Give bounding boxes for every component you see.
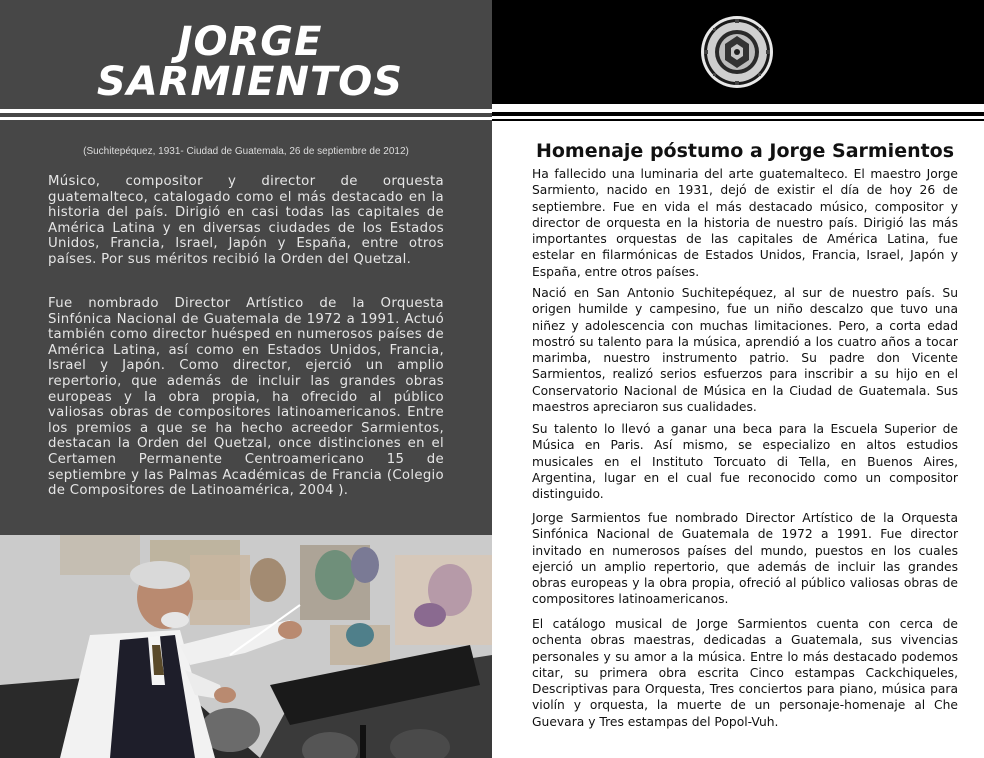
- tribute-paragraph-4: Jorge Sarmientos fue nombrado Director Artístico de la Orquesta Sinfónica Nacional de Guatemala de 1972 a 1991. Fue director invitado en numerosos países del mundo, puestos en los cuales ejerció un amplio repertorio, que además de incluir las grandes obras europeas y la obra propia, ofreció al público valiosas obras de compositores latinoamericanos.: [532, 511, 958, 607]
- title-divider-bottom: [0, 117, 492, 120]
- university-seal-icon: [699, 14, 775, 90]
- birth-death-subtitle: (Suchitepéquez, 1931- Ciudad de Guatemala, 26 de septiembre de 2012): [83, 146, 409, 157]
- page-title: [0, 19, 492, 105]
- tribute-paragraph-1: Ha fallecido una luminaria del arte guatemalteco. El maestro Jorge Sarmiento, nacido en 1931, dejó de existir el día de hoy 26 de septiembre. Fue en vida el más destacado músico, compositor y director de orquesta en la historia de nuestro país. Dirigió las más importantes orquestas de las capitales de América Latina, fue estelar en filarmónicas de Estados Unidos, Francia, Israel, Japón y España, entre otros países.: [532, 167, 958, 279]
- tribute-title: Homenaje póstumo a Jorge Sarmientos: [535, 140, 955, 162]
- title-line-first-name: JORGE: [177, 19, 323, 65]
- title-divider-top: [0, 109, 492, 113]
- header-divider-thick: [492, 112, 984, 116]
- header-divider-thin: [492, 119, 984, 121]
- tribute-paragraph-2: Nació en San Antonio Suchitepéquez, al sur de nuestro país. Su origen humilde y campesino, fue un niño descalzo que tuvo una niñez y adolescencia con muchas limitaciones. Pero, a corta edad mostró su talento para la música, aprendió a los cuatro años a tocar marimba, nuestro instrumento patrio. Su padre don Vicente Sarmientos, realizó serios esfuerzos para inscribir a su hijo en el Conservatorio Nacional de Música en la Ciudad de Guatemala. Sus maestros apreciaron sus cualidades.: [532, 286, 958, 415]
- tribute-paragraph-5: El catálogo musical de Jorge Sarmientos cuenta con cerca de ochenta obras maestras, dedicadas a Guatemala, sus vivencias personales y su amor a la música. Entre lo más destacado podemos citar, su primera obra escrita Cinco estampas Cackchiqueles, Descriptivas para Orquesta, Tres conciertos para piano, música para violín y orquesta, la muerte de un personaje-homenaje al Che Guevara y Tres estampas del Popol-Vuh.: [532, 617, 958, 729]
- biography-paragraph-1: Músico, compositor y director de orquesta guatemalteco, catalogado como el más destacado en la historia del país. Dirigió en casi todas las capitales de América Latina y en diversas ciudades de los Estados Unidos, Francia, Israel, Japón y España, entre otros países. Por sus méritos recibió la Orden del Quetzal.: [48, 174, 444, 267]
- conductor-photo: [0, 535, 492, 758]
- biography-paragraph-2: Fue nombrado Director Artístico de la Orquesta Sinfónica Nacional de Guatemala de 1972 a 1991. Actuó también como director huésped en numerosos países de América Latina, así como en Estados Unidos, Francia, Israel y Japón. Como director, ejerció un amplio repertorio, que además de incluir las grandes obras europeas y la obra propia, ha ofrecido al público valiosas obras de compositores latinoamericanos. Entre los premios a que se ha hecho acreedor Sarmientos, destacan la Orden del Quetzal, once distinciones en el Certamen Permanente Centroamericano 15 de septiembre y las Palmas Académicas de Francia (Colegio de Compositores de Latinoamérica, 2004 ).: [48, 296, 444, 499]
- tribute-paragraph-3: Su talento lo llevó a ganar una beca para la Escuela Superior de Música en Paris. Así mismo, se especializo en altos estudios musicales en el Instituto Torcuato di Tella, en Buenos Aires, Argentina, lugar en el cual fue reconocido como un compositor distinguido.: [532, 422, 958, 502]
- title-line-last-name: SARMIENTOS: [96, 59, 404, 105]
